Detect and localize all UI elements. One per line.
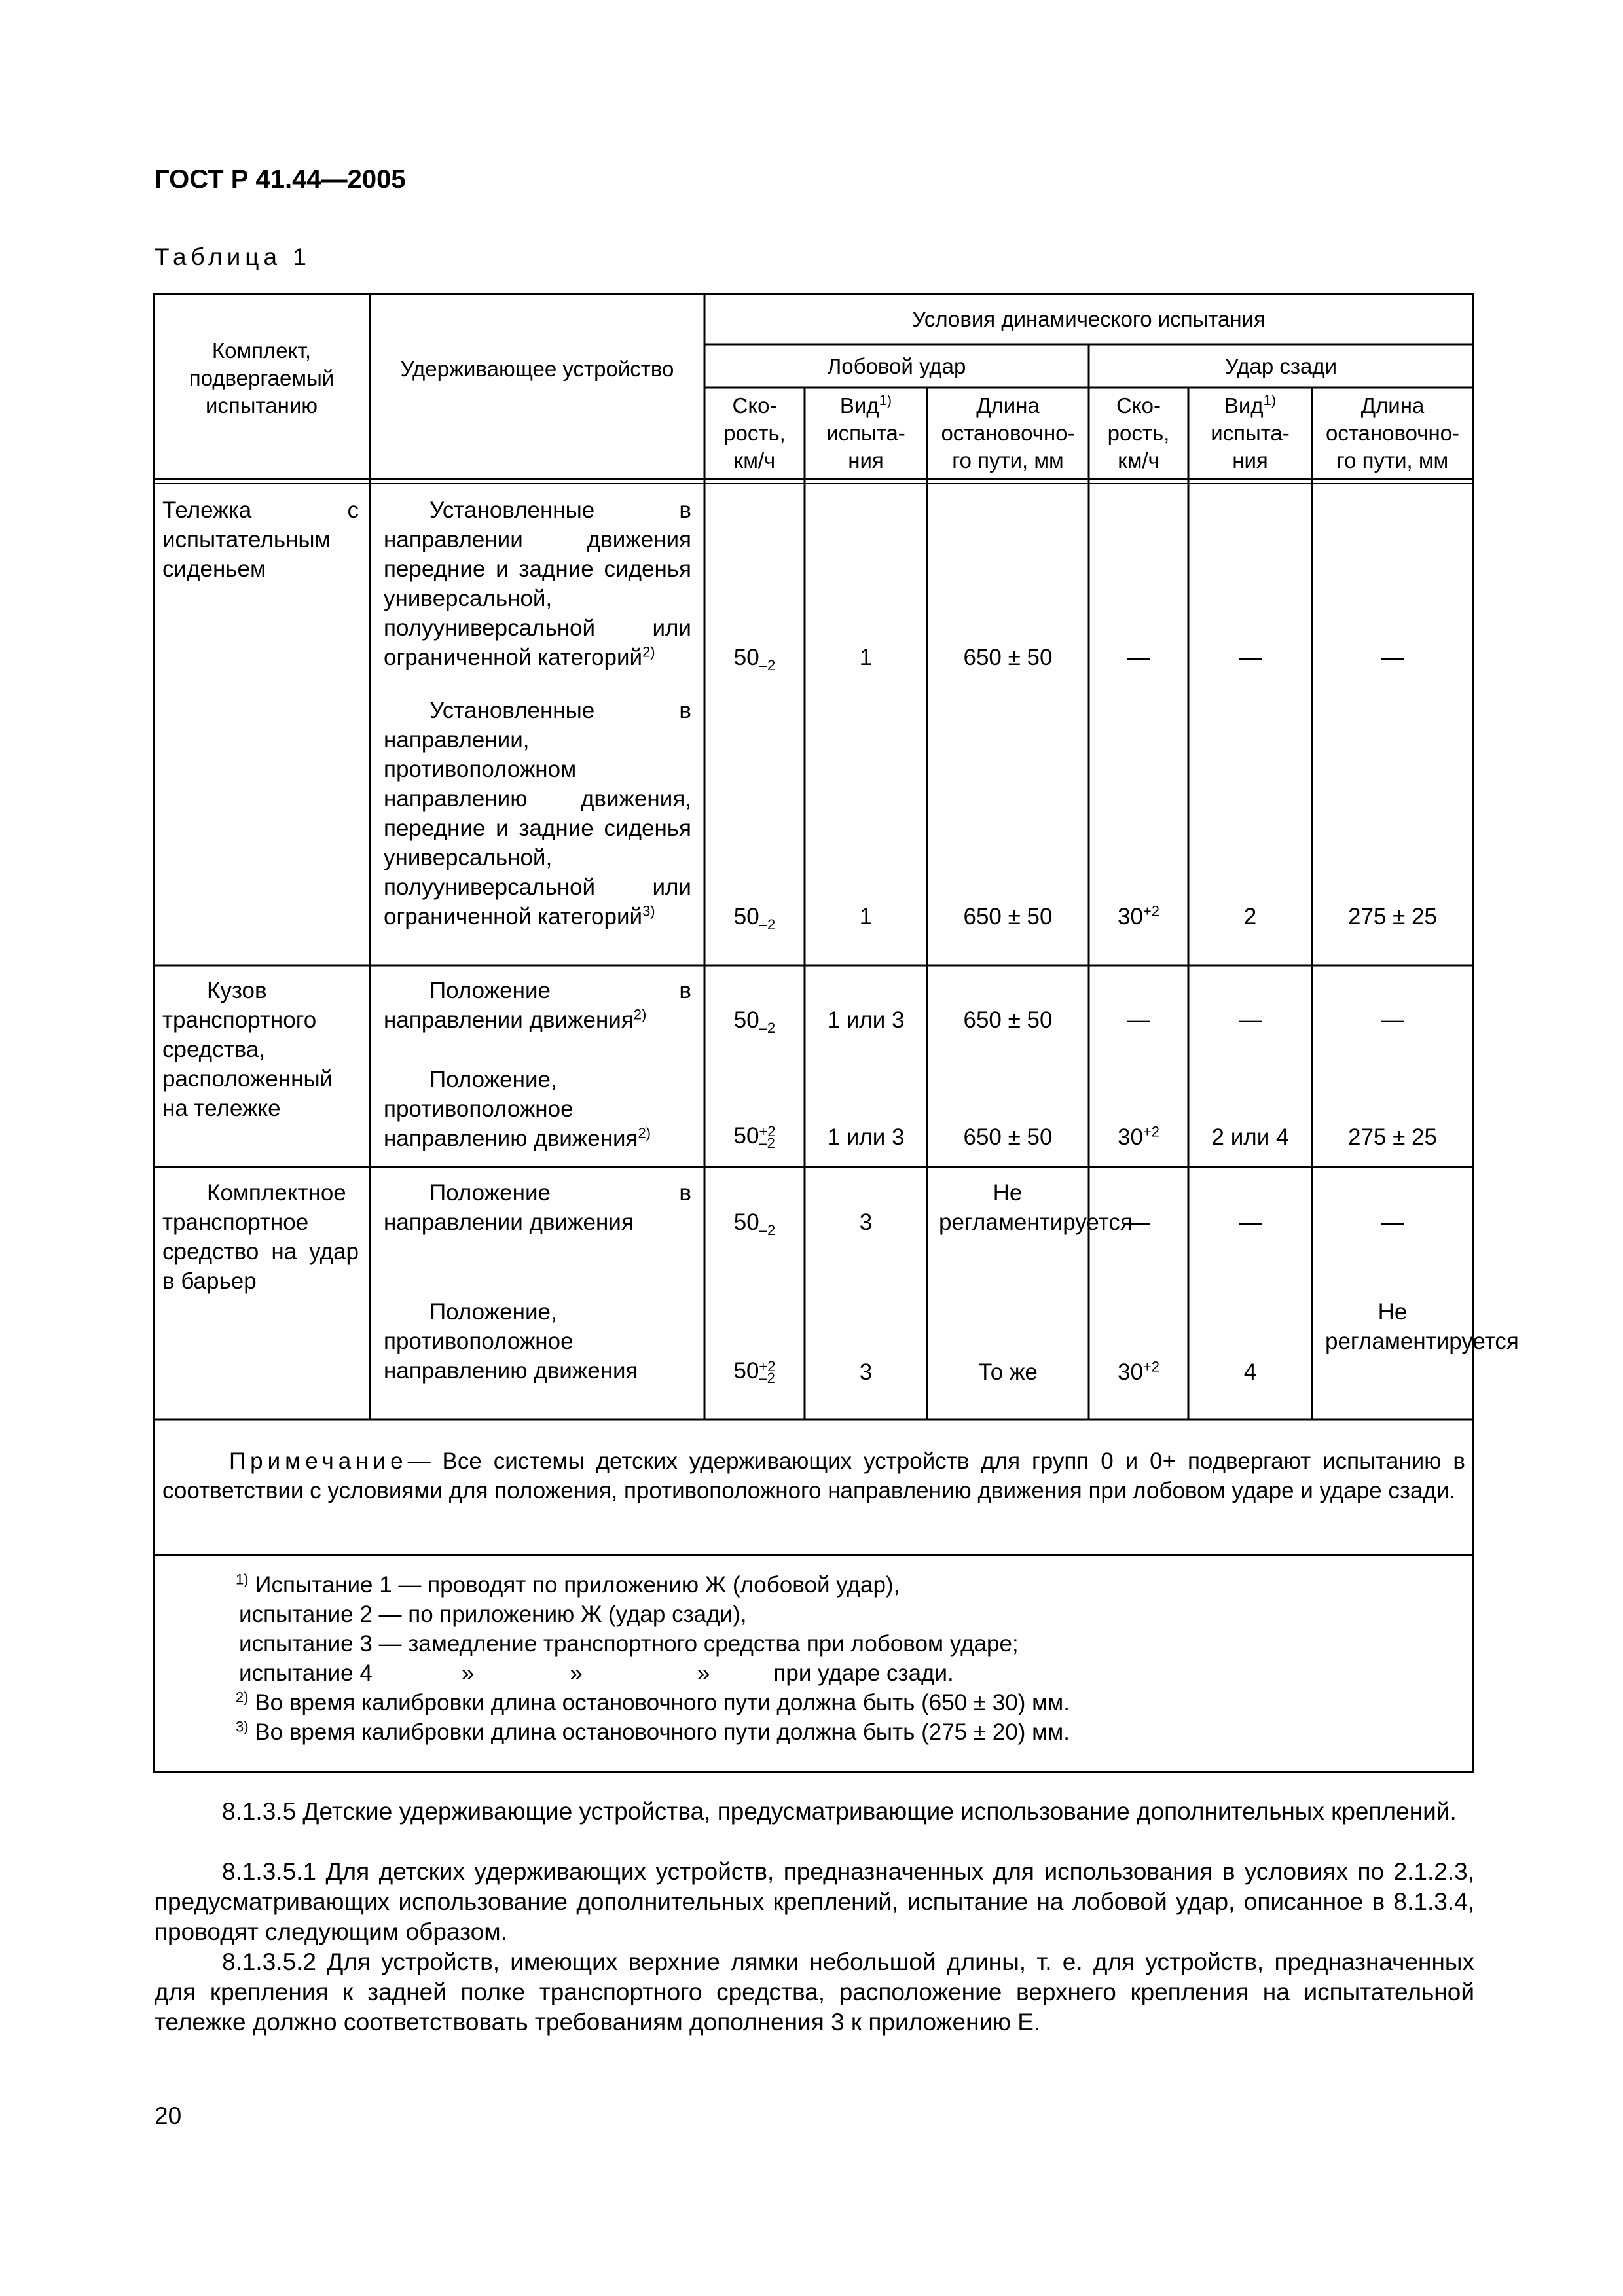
frontal-test-type: 1 или 3 [827,1124,905,1150]
header-rear-distance: Длина остановочно- го пути, мм [1325,393,1460,473]
frontal-speed: $50_{-2}$ [733,904,776,933]
frontal-test-type: 1 [859,904,873,929]
frontal-distance: Не регламентируется [939,1180,1133,1235]
header-rear-speed: Ско- рость, км/ч [1107,393,1170,473]
header-frontal-speed: Ско- рость, км/ч [723,393,786,473]
frontal-test-type: 1 [859,645,873,670]
group-name: Тележка с испытательным сиденьем [162,497,359,582]
group-name: Комплектное транспортное средство на удар в барьер [162,1180,359,1294]
rear-test-type: — [1239,645,1262,670]
frontal-speed: $50_{-2}$ [733,1210,776,1238]
rear-distance: — [1381,645,1404,670]
header-rear-type: Вид$^{1)}$ испыта- ния [1211,392,1290,473]
table-note: Примечание— Все системы детских удерживающих устройств для групп 0 и 0+ подвергают испытанию в соответствии с условиями для положения, противоположного направлению движения при лобовом ударе и ударе сзади. [162,1448,1465,1503]
footnote: $^{3)}$ Во время калибровки длина остановочного пути должна быть (275 ± 20) мм. [236,1718,1070,1745]
frontal-speed: $50_{-2}$ [733,645,776,673]
rear-speed: $30^{+2}$ [1117,1123,1160,1150]
header-rear: Удар сзади [1224,354,1338,378]
rear-speed: — [1127,1007,1150,1033]
paragraph-8-1-3-5-2: 8.1.3.5.2 Для устройств, имеющих верхние лямки небольшой длины, т. е. для устройств, предназначенных для крепления к задней полке транспортного средства, расположение верхнего крепления на испытательной тележке должно соответствовать требованиям дополнения 3 к приложению Е. [155,1948,1474,2036]
rear-speed: — [1127,1210,1150,1235]
rear-test-type: 4 [1243,1359,1257,1385]
group-name: Кузов транспортного средства, расположенный на тележке [162,978,333,1121]
footnote: $^{2)}$ Во время калибровки длина остановочного пути должна быть (650 ± 30) мм. [236,1689,1070,1715]
device-description: Установленные в направлении движения передние и задние сиденья универсальной, полууниверсальной или ограниченной категорий$^{2)}$ [384,497,691,670]
header-complect: Комплект, подвергаемый испытанию [189,338,335,418]
rear-distance: 275 ± 25 [1348,904,1437,929]
footnote: испытание 2 — по приложению Ж (удар сзади), [239,1602,747,1627]
device-description: Положение в направлении движения$^{2)}$ [384,978,691,1033]
test-conditions-table [153,293,1519,1773]
rear-speed: $30^{+2}$ [1117,903,1160,929]
header-device: Удерживающее устройство [400,357,674,381]
footnote: испытание 4 » » » при ударе сзади. [239,1660,954,1686]
table-caption: Таблица 1 [155,243,311,270]
paragraph-8-1-3-5-1: 8.1.3.5.1 Для детских удерживающих устройств, предназначенных для использования в условиях по 2.1.2.3, предусматривающих использование дополнительных креплений, испытание на лобовой удар, описанное в 8.1.3.4, проводят следующим образом. [155,1858,1474,1945]
device-description: Положение, противоположное направлению движения$^{2)}$ [384,1067,651,1151]
rear-test-type: — [1239,1210,1262,1235]
rear-distance: 275 ± 25 [1348,1124,1437,1150]
rear-speed: $30^{+2}$ [1117,1358,1160,1385]
frontal-speed: $50_{-2}$ [733,1007,776,1036]
rear-test-type: 2 [1243,904,1257,929]
device-description: Установленные в направлении, противоположном направлению движения, передние и задние сиденья универсальной, полууниверсальной или ограниченной категорий$^{3)}$ [384,698,691,929]
frontal-test-type: 3 [859,1210,873,1235]
rear-test-type: 2 или 4 [1211,1124,1289,1150]
rear-distance: — [1381,1210,1404,1235]
frontal-distance: 650 ± 50 [963,645,1053,670]
rear-speed: — [1127,645,1150,670]
paragraph-8-1-3-5: 8.1.3.5 Детские удерживающие устройства, предусматривающие использование дополнительных креплений. [222,1798,1457,1825]
footnote: $^{1)}$ Испытание 1 — проводят по приложению Ж (лобовой удар), [236,1571,900,1598]
frontal-test-type: 1 или 3 [827,1007,905,1033]
header-frontal-distance: Длина остановочно- го пути, мм [941,393,1075,473]
header-frontal-type: Вид$^{1)}$ испыта- ния [826,392,905,473]
device-description: Положение в направлении движения [384,1180,691,1235]
rear-distance: — [1381,1007,1404,1033]
frontal-test-type: 3 [859,1359,873,1385]
frontal-distance: 650 ± 50 [963,1124,1053,1150]
frontal-speed: 50+2 –2 [733,1122,776,1151]
footnote: испытание 3 — замедление транспортного средства при лобовом ударе; [239,1631,1019,1657]
frontal-distance: 650 ± 50 [963,1007,1053,1033]
header-frontal: Лобовой удар [827,354,966,378]
frontal-distance: То же [978,1359,1038,1385]
document-code: ГОСТ Р 41.44—2005 [155,165,406,194]
rear-test-type: — [1239,1007,1262,1033]
header-conditions: Условия динамического испытания [912,307,1266,331]
rear-distance: Не регламентируется [1325,1299,1519,1354]
frontal-distance: 650 ± 50 [963,904,1053,929]
page-number: 20 [155,2102,182,2129]
device-description: Положение, противоположное направлению движения [384,1299,638,1384]
frontal-speed: 50+2 –2 [733,1357,776,1386]
